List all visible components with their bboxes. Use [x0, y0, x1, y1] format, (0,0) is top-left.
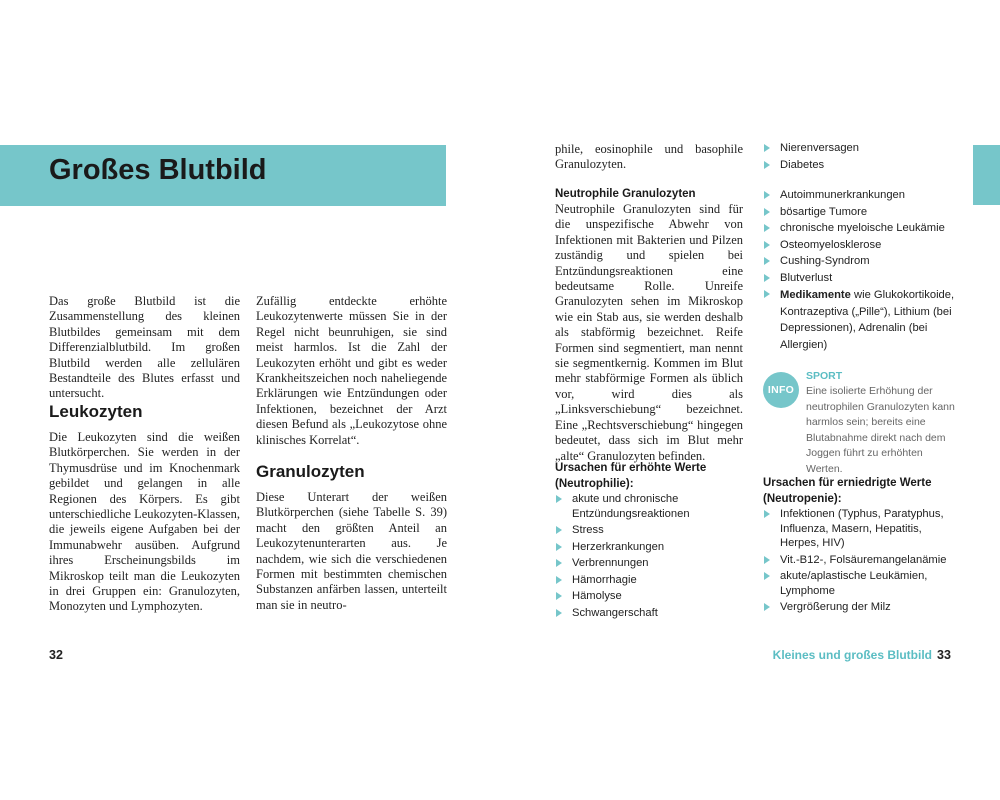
list-item: Osteomyelosklerose [763, 238, 958, 253]
page-number-left: 32 [49, 648, 63, 662]
neutrophile-paragraph: Neutrophile Granulozyten sind für die unspezifische Abwehr von Infektionen mit Bakterien und Pilzen zuständig und spielen bei Entzündungsreaktionen eine bedeutsame Rolle. Unreife Granulozyten sehen im Mikroskop wie ein Stab aus, sie werden deshalb als stabförmig bezeichnet. Reife Formen sind segmentiert, man nennt sie segmentkernig. Kommen im Blut mehr stabförmige Formen als üblich vor, wird dies als „Linksverschiebung“ bezeichnet. Eine „Rechtsverschiebung“ hingegen bedeutet, dass sich im Blut mehr „alte“ Granulozyten befinden. [555, 202, 743, 463]
leukozytose-paragraph: Zufällig entdeckte erhöhte Leukozytenwerte müssen Sie in der Regel nicht beunruhigen, sie sind meist harmlos. Ist die Zahl der Leukozyten erhöht und gibt es weder Krankheitszeichen noch naheliegende Erklärungen wie Entzündungen oder Infektionen, bezeichnet der Arzt diesen Befund als „Leukozytose ohne klinisches Korrelat“. [256, 294, 447, 447]
list-item: Cushing-Syndrom [763, 254, 958, 269]
page-number-right: 33 [937, 648, 951, 662]
leukozyten-heading: Leukozyten [49, 402, 143, 421]
medikamente-label: Medikamente [780, 289, 851, 301]
list-item: Herzerkrankungen [555, 540, 745, 555]
info-box-label: SPORT [806, 370, 843, 382]
list-item-medikamente [763, 287, 958, 353]
neutrophilie-list [555, 492, 745, 622]
list-item: akute/aplastische Leukämien, Lymphome [763, 569, 958, 598]
list-item: chronische myeloische Leukämie [763, 221, 958, 236]
list-item: Schwangerschaft [555, 606, 745, 621]
list-item: Autoimmunerkrankungen [763, 188, 958, 203]
intro-paragraph: Das große Blutbild ist die Zusammenstellung des kleinen Blutbildes gemeinsam mit dem Differenzialblutbild. Im großen Blutbild werden alle zellulären Bestandteile des Blutes erfasst und untersucht. [49, 294, 240, 401]
neutrophilie-list-continued [763, 141, 958, 174]
list-item: bösartige Tumore [763, 205, 958, 220]
list-item: Vit.-B12-, Folsäuremangelanämie [763, 553, 958, 568]
page-title: Großes Blutbild [49, 154, 267, 186]
granulozyten-paragraph: Diese Unterart der weißen Blutkörperchen (siehe Tabelle S. 39) macht den größten Anteil an Leukozytenunterarten aus. Je nachdem, wie sich die verschiedenen Formen mit bestimmten chemischen Substanzen anfärben lassen, unterteilt man sie in neutro- [256, 490, 447, 612]
list-item: Infektionen (Typhus, Paratyphus, Influenza, Masern, Hepatitis, Herpes, HIV) [763, 507, 958, 551]
granulozyten-heading: Granulozyten [256, 462, 365, 481]
chapter-tab [973, 145, 1000, 205]
list-item: Vergrößerung der Milz [763, 600, 958, 615]
list-item: Verbrennungen [555, 556, 745, 571]
list-item: Diabetes [763, 158, 958, 173]
neutrophilie-heading: Ursachen für erhöhte Werte (Neutrophilie): [555, 462, 707, 490]
info-icon: INFO [763, 372, 799, 408]
neutrophile-heading: Neutrophile Granulozyten [555, 188, 696, 200]
list-item: Hämolyse [555, 589, 745, 604]
col3-continuation: phile, eosinophile und basophile Granulozyten. [555, 142, 743, 172]
list-item: Blutverlust [763, 271, 958, 286]
list-item: Nierenversagen [763, 141, 958, 156]
list-item: Hämorrhagie [555, 573, 745, 588]
neutropenie-heading: Ursachen für erniedrigte Werte (Neutropenie): [763, 477, 932, 505]
neutrophilie-list-continued-2 [763, 188, 958, 355]
medikamente-text: wie Glukokortikoide, Kontrazeptiva („Pille“), Lithium (bei Depressionen), Adrenalin (bei Allergien) [780, 289, 955, 351]
neutropenie-list [763, 507, 958, 617]
info-box-text: Eine isolierte Erhöhung der neutrophilen Granulozyten kann harmlos sein; bereits eine Blutabnahme direkt nach dem Joggen führt zu erhöhten Werten. [806, 385, 955, 475]
footer-chapter-title: Kleines und großes Blutbild [772, 648, 932, 662]
list-item: Stress [555, 523, 745, 538]
leukozyten-paragraph: Die Leukozyten sind die weißen Blutkörperchen. Sie werden in der Thymusdrüse und im Knochenmark gebildet und gelangen in alle Regionen des Körpers. Es gibt unterschiedliche Leukozyten-Klassen, die jeweils eigene Aufgaben bei der Immunabwehr ausüben. Aufgrund ihres Erscheinungsbilds im Mikroskop teilt man die Leukozyten in drei Gruppen ein: Granulozyten, Monozyten und Lymphozyten. [49, 430, 240, 614]
list-item: akute und chronische Entzündungsreaktionen [555, 492, 745, 521]
